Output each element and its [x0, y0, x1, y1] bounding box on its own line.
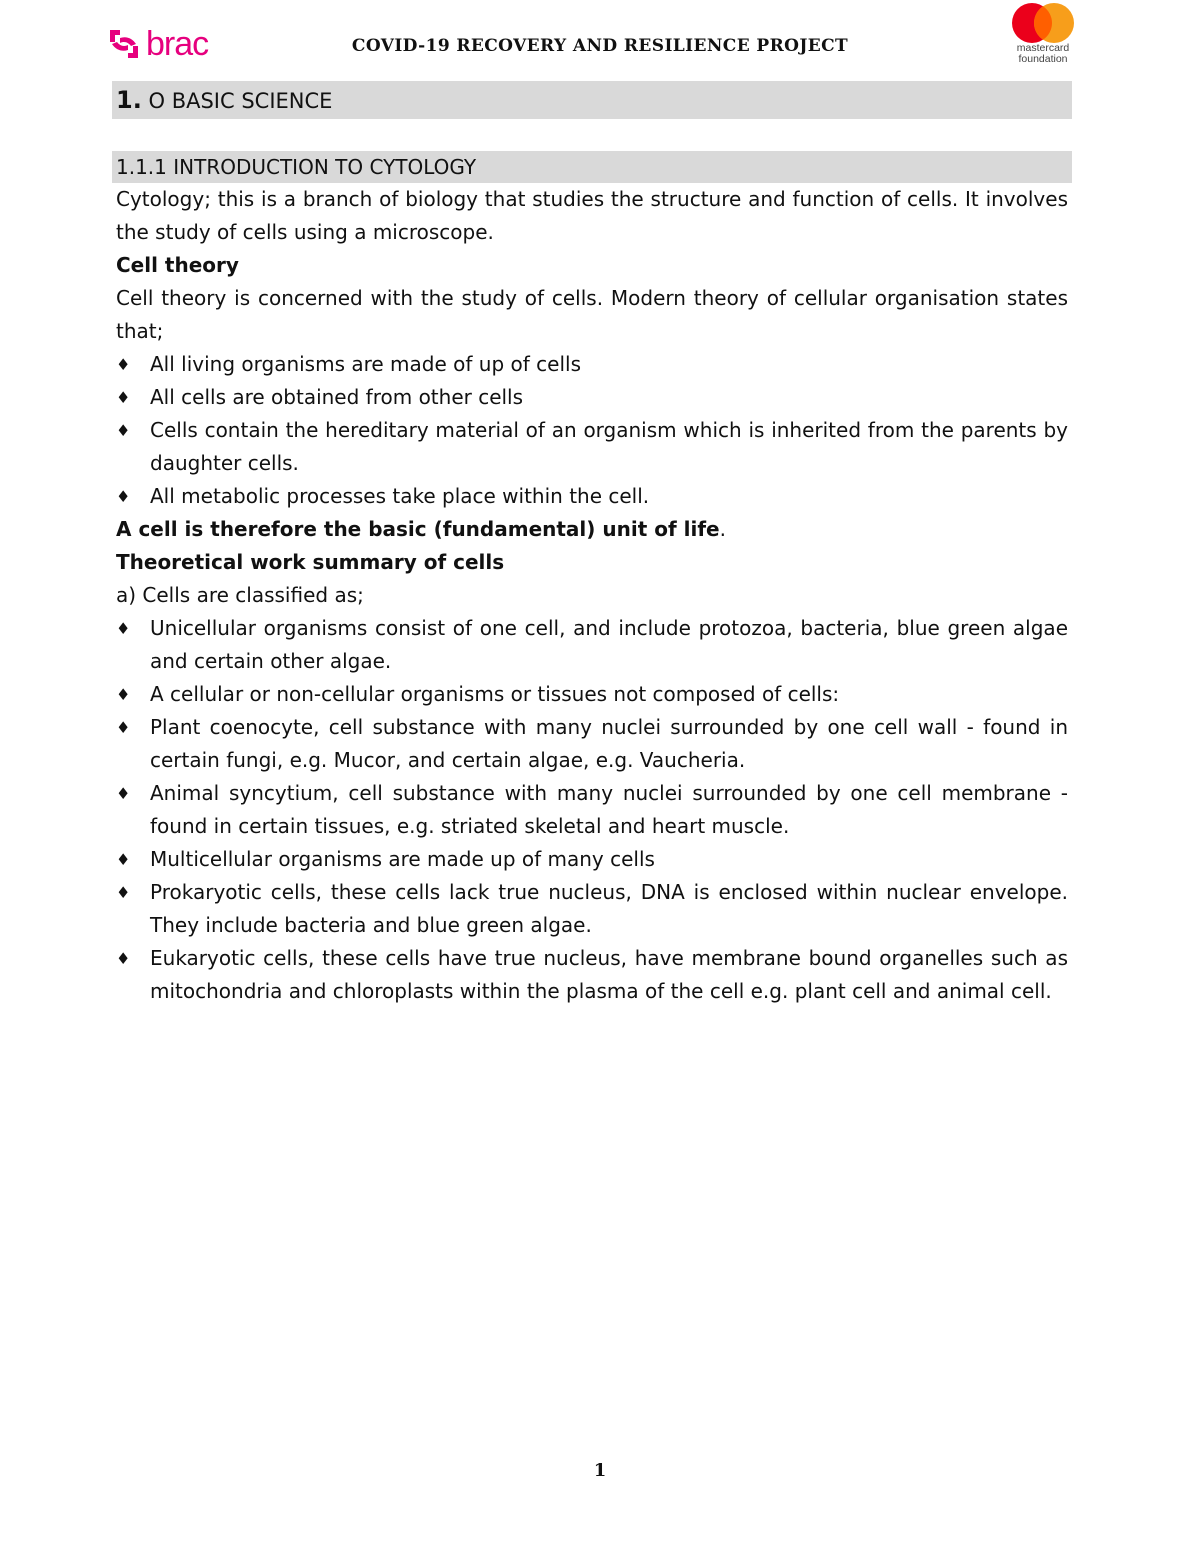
diamond-bullet-icon: ♦ — [116, 784, 131, 803]
list-item-text: Animal syncytium, cell substance with many nuclei surrounded by one cell membrane - found in certain tissues, e.g. striated skeletal and heart muscle. — [150, 781, 1068, 838]
list-item — [116, 942, 1068, 1008]
conclusion-tail: . — [719, 517, 726, 541]
mastercard-foundation-text — [1008, 43, 1078, 65]
mastercard-circles-icon — [1010, 2, 1076, 44]
section-number: 1. — [116, 86, 142, 114]
mastercard-foundation-logo — [1008, 2, 1078, 68]
list-item — [116, 876, 1068, 942]
list-item — [116, 381, 1068, 414]
list-item — [116, 348, 1068, 381]
list-item-text: All cells are obtained from other cells — [150, 385, 524, 409]
list-item-text: Plant coenocyte, cell substance with many nuclei surrounded by one cell wall - found in certain fungi, e.g. Mucor, and certain algae, e.g. Vaucheria. — [150, 715, 1068, 772]
list-item — [116, 711, 1068, 777]
cell-theory-list — [116, 348, 1068, 513]
body-text — [112, 183, 1072, 1008]
list-item — [116, 480, 1068, 513]
list-item — [116, 777, 1068, 843]
list-item — [116, 678, 1068, 711]
page-header — [0, 0, 1200, 75]
diamond-bullet-icon: ♦ — [116, 685, 131, 704]
diamond-bullet-icon: ♦ — [116, 883, 131, 902]
conclusion-bold: A cell is therefore the basic (fundamental) unit of life — [116, 517, 720, 541]
diamond-bullet-icon: ♦ — [116, 949, 131, 968]
document-body — [112, 81, 1072, 1008]
diamond-bullet-icon: ♦ — [116, 850, 131, 869]
cell-theory-paragraph: Cell theory is concerned with the study of cells. Modern theory of cellular organisation states that; — [116, 286, 1068, 343]
document-header-title: COVID-19 RECOVERY AND RESILIENCE PROJECT — [351, 36, 849, 56]
list-item — [116, 843, 1068, 876]
summary-lead: a) Cells are classified as; — [116, 583, 364, 607]
list-item — [116, 612, 1068, 678]
list-item-text: Unicellular organisms consist of one cell, and include protozoa, bacteria, blue green algae and certain other algae. — [150, 616, 1068, 673]
list-item-text: Prokaryotic cells, these cells lack true nucleus, DNA is enclosed within nuclear envelope. They include bacteria and blue green algae. — [150, 880, 1068, 937]
diamond-bullet-icon: ♦ — [116, 421, 131, 440]
list-item-text: All living organisms are made of up of cells — [150, 352, 581, 376]
diamond-bullet-icon: ♦ — [116, 388, 131, 407]
summary-heading: Theoretical work summary of cells — [116, 550, 505, 574]
summary-list — [116, 612, 1068, 1008]
list-item-text: All metabolic processes take place within the cell. — [150, 484, 650, 508]
section-title: O BASIC SCIENCE — [141, 89, 333, 113]
brac-wordmark: brac — [146, 25, 209, 63]
subsection-heading: 1.1.1 INTRODUCTION TO CYTOLOGY — [112, 151, 1072, 183]
list-item — [116, 414, 1068, 480]
diamond-bullet-icon: ♦ — [116, 355, 131, 374]
cell-theory-heading: Cell theory — [116, 253, 239, 277]
list-item-text: Cells contain the hereditary material of an organism which is inherited from the parents by daughter cells. — [150, 418, 1068, 475]
intro-paragraph: Cytology; this is a branch of biology that studies the structure and function of cells. It involves the study of cells using a microscope. — [116, 187, 1068, 244]
section-heading — [112, 81, 1072, 119]
list-item-text: A cellular or non-cellular organisms or tissues not composed of cells: — [150, 682, 840, 706]
list-item-text: Multicellular organisms are made up of many cells — [150, 847, 655, 871]
diamond-bullet-icon: ♦ — [116, 619, 131, 638]
diamond-bullet-icon: ♦ — [116, 718, 131, 737]
foundation-line: foundation — [1018, 53, 1068, 65]
list-item-text: Eukaryotic cells, these cells have true nucleus, have membrane bound organelles such as mitochondria and chloroplasts within the plasma of the cell e.g. plant cell and animal cell. — [150, 946, 1068, 1003]
diamond-bullet-icon: ♦ — [116, 487, 131, 506]
mastercard-line: mastercard — [1016, 42, 1070, 54]
page-number: 1 — [593, 1460, 607, 1481]
conclusion-line — [116, 513, 1068, 546]
